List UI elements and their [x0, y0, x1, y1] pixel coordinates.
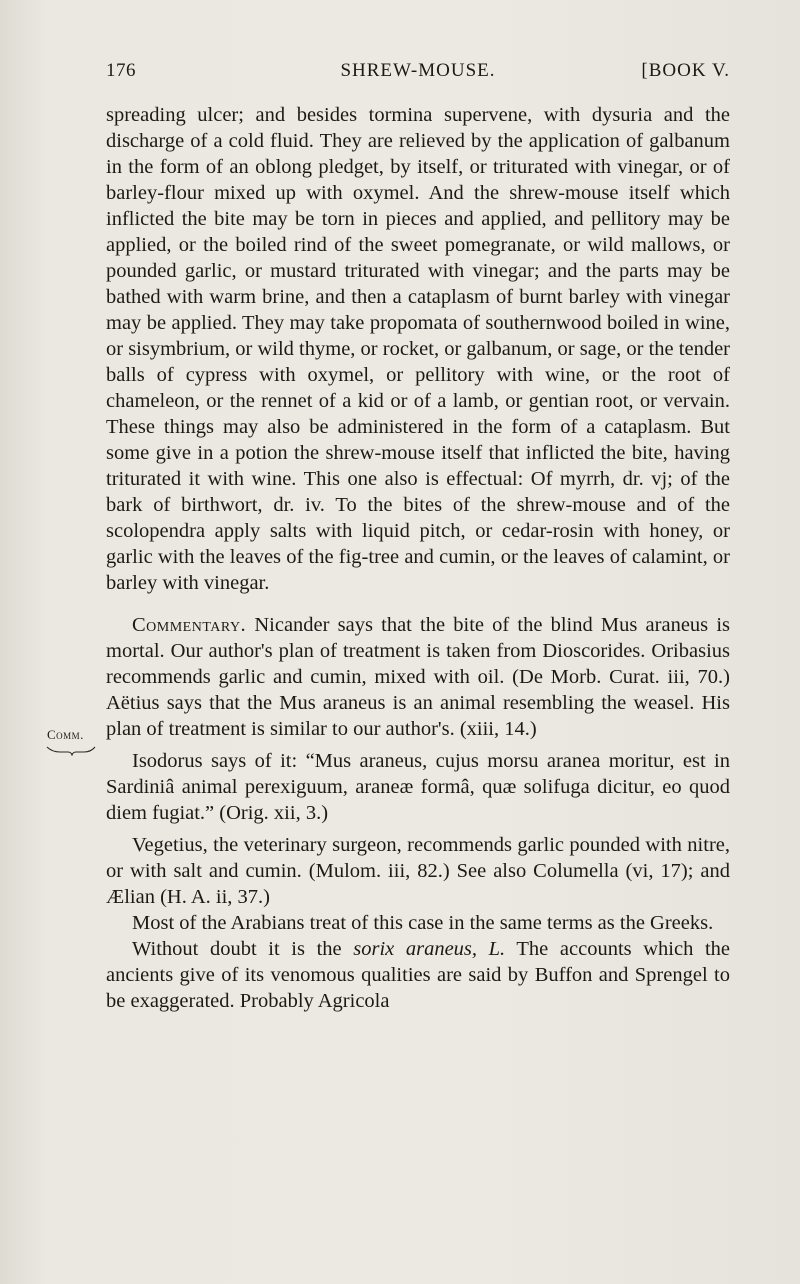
paragraph-treatment: spreading ulcer; and besides tormina supervene, with dysuria and the discharge of a cold fluid. They are relieved by the application of galbanum in the form of an oblong pledget, by itself, or triturated with vinegar, or of barley-flour mixed up with oxymel. And the shrew-mouse itself which inflicted the bite may be torn in pieces and applied, and pellitory may be applied, or the boiled rind of the sweet pomegranate, or wild mallows, or pounded garlic, or mustard triturated with vinegar; and the parts may be bathed with warm brine, and then a cataplasm of burnt barley with vinegar may be applied. They may take propomata of southernwood boiled in wine, or sisymbrium, or wild thyme, or rocket, or galbanum, or sage, or the tender balls of cypress with oxymel, or pellitory with wine, or the root of chameleon, or the rennet of a kid or of a lamb, or gentian root, or vervain. These things may also be administered in the form of a cataplasm. But some give in a potion the shrew-mouse itself that inflicted the bite, having triturated it with wine. This one also is effectual: Of myrrh, dr. vj; of the bark of birthwort, dr. iv. To the bites of the shrew-mouse and of the scolopendra apply salts with liquid pitch, or cedar-rosin with honey, or garlic with the leaves of the fig-tree and cumin, or the leaves of calamint, or barley with vinegar.: [106, 104, 730, 594]
running-title: SHREW-MOUSE.: [340, 60, 496, 81]
commentary-label: Commentary.: [132, 614, 247, 636]
commentary-text: Nicander says that the bite of the blind Mus araneus is mortal. Our author's plan of treatment is taken from Dioscorides. Oribasius recommends garlic and cumin, mixed with oil. (De Morb. Curat. iii, 70.) Aëtius says that the Mus araneus is an animal resembling the weasel. His plan of treatment is similar to our author's. (xiii, 14.): [106, 614, 730, 740]
page-number: 176: [106, 60, 136, 81]
paragraph-sorix: [106, 936, 730, 1014]
paragraph-arabians: Most of the Arabians treat of this case in the same terms as the Greeks.: [132, 912, 714, 934]
paragraph-vegetius: Vegetius, the veterinary surgeon, recommends garlic pounded with nitre, or with salt and cumin. (Mulom. iii, 82.) See also Columella (vi, 17); and Ælian (H. A. ii, 37.): [106, 834, 730, 908]
paragraph-commentary: [106, 612, 730, 742]
running-header: [106, 60, 730, 90]
book-marker: [BOOK V.: [641, 60, 730, 81]
margin-brace-icon: [46, 744, 96, 756]
margin-comm-label: Comm.: [47, 727, 84, 742]
sorix-text-end: The accounts which the ancients give of its venomous qualities are said by Buffon and Sprengel to be exaggerated. Probably Agricola: [106, 938, 730, 1012]
species-name: sorix araneus, L.: [353, 938, 506, 960]
sorix-text-start: Without doubt it is the: [132, 938, 354, 960]
page-body: [106, 102, 730, 1014]
paragraph-isodorus: Isodorus says of it: “Mus araneus, cujus morsu aranea moritur, est in Sardiniâ animal perexiguum, araneæ formâ, quæ solifuga dicitur, eo quod diem fugiat.” (Orig. xii, 3.): [106, 750, 730, 824]
